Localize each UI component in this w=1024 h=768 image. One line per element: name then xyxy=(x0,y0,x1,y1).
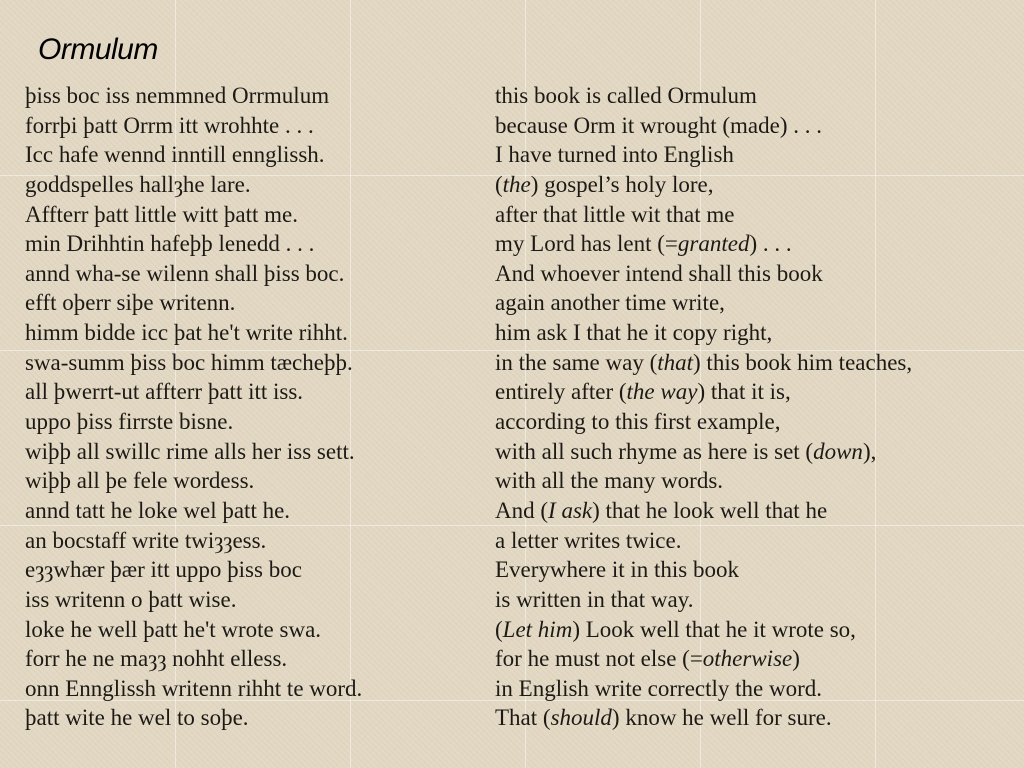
line-text: Everywhere it in this book xyxy=(495,557,740,583)
middle-english-line: himm bidde icc þat he't write rihht. xyxy=(25,320,348,346)
line-text: ) xyxy=(792,646,800,672)
modern-english-line xyxy=(495,644,1024,674)
italic-gloss: granted xyxy=(677,231,750,257)
line-text: because Orm it wrought (made) . . . xyxy=(495,112,823,138)
middle-english-line: all þwerrt-ut affterr þatt itt iss. xyxy=(25,379,304,405)
modern-english-line xyxy=(495,466,1024,496)
line-text: And ( xyxy=(495,497,549,523)
line-text: ) gospel’s holy lore, xyxy=(530,171,714,197)
line-text: after that little wit that me xyxy=(495,201,735,227)
line-text: I have turned into English xyxy=(495,142,734,168)
middle-english-line: forrþi þatt Orrm itt wrohhte . . . xyxy=(25,112,314,138)
modern-english-line xyxy=(495,703,1024,733)
modern-english-line xyxy=(495,615,1024,645)
line-text: And whoever intend shall this book xyxy=(495,260,823,286)
line-text: him ask I that he it copy right, xyxy=(495,320,773,346)
italic-gloss: that xyxy=(657,349,694,375)
line-text: entirely after ( xyxy=(495,379,627,405)
line-text: ), xyxy=(862,438,877,464)
line-text: ) this book him teaches, xyxy=(693,349,913,375)
line-text: this book is called Ormulum xyxy=(495,83,757,108)
line-text: ) that it is, xyxy=(697,379,791,405)
line-text: ( xyxy=(495,616,503,642)
line-text: according to this first example, xyxy=(495,409,781,435)
modern-english-line xyxy=(495,674,1024,704)
line-text: a letter writes twice. xyxy=(495,527,682,553)
line-text: my Lord has lent (= xyxy=(495,231,678,257)
modern-english-line xyxy=(495,318,1024,348)
modern-english-line xyxy=(495,496,1024,526)
modern-english-line xyxy=(495,140,1024,170)
italic-gloss: down xyxy=(813,438,863,464)
middle-english-line: wiþþ all swillc rime alls her iss sett. xyxy=(25,438,355,464)
middle-english-line: annd wha-se wilenn shall þiss boc. xyxy=(25,260,345,286)
line-text: That ( xyxy=(495,705,551,731)
line-text: for he must not else (= xyxy=(495,646,703,672)
line-text: with all the many words. xyxy=(495,468,724,494)
line-text: again another time write, xyxy=(495,290,725,316)
middle-english-line: þatt wite he wel to soþe. xyxy=(25,705,249,731)
line-text: in the same way ( xyxy=(495,349,658,375)
slide-title: Ormulum xyxy=(38,33,158,66)
middle-english-line: goddspelles hallȝhe lare. xyxy=(25,171,251,197)
middle-english-line: loke he well þatt he't wrote swa. xyxy=(25,616,322,642)
middle-english-line: onn Ennglissh writenn rihht te word. xyxy=(25,675,363,701)
modern-english-line xyxy=(495,407,1024,437)
modern-english-line xyxy=(495,437,1024,467)
modern-english-line xyxy=(495,259,1024,289)
line-text: in English write correctly the word. xyxy=(495,675,823,701)
modern-english-line xyxy=(495,555,1024,585)
line-text: ) that he look well that he xyxy=(592,497,828,523)
line-text: ) Look well that he it wrote so, xyxy=(572,616,856,642)
middle-english-line: Icc hafe wennd inntill ennglissh. xyxy=(25,142,325,168)
middle-english-column xyxy=(25,81,475,733)
middle-english-line: uppo þiss firrste bisne. xyxy=(25,409,234,435)
modern-english-line xyxy=(495,377,1024,407)
modern-english-line xyxy=(495,348,1024,378)
middle-english-line: swa-summ þiss boc himm tæcheþþ. xyxy=(25,349,353,375)
modern-english-column xyxy=(495,81,1024,733)
line-text: is written in that way. xyxy=(495,586,694,612)
italic-gloss: the way xyxy=(626,379,698,405)
italic-gloss: Let him xyxy=(502,616,573,642)
middle-english-line: Affterr þatt little witt þatt me. xyxy=(25,201,298,227)
italic-gloss: I ask xyxy=(548,497,593,523)
middle-english-line: iss writenn o þatt wise. xyxy=(25,586,237,612)
middle-english-line: annd tatt he loke wel þatt he. xyxy=(25,497,291,523)
modern-english-line xyxy=(495,526,1024,556)
middle-english-line: min Drihhtin hafeþþ lenedd . . . xyxy=(25,231,315,257)
italic-gloss: otherwise xyxy=(702,646,793,672)
line-text: ) know he well for sure. xyxy=(611,705,832,731)
middle-english-line: wiþþ all þe fele wordess. xyxy=(25,468,255,494)
middle-english-line: an bocstaff write twiȝȝess. xyxy=(25,527,267,553)
modern-english-line xyxy=(495,229,1024,259)
middle-english-line: eȝȝwhær þær itt uppo þiss boc xyxy=(25,557,302,583)
line-text: ) . . . xyxy=(749,231,792,257)
modern-english-line xyxy=(495,200,1024,230)
line-text: with all such rhyme as here is set ( xyxy=(495,438,814,464)
middle-english-line: þiss boc iss nemmned Orrmulum xyxy=(25,83,330,108)
middle-english-line: efft oþerr siþe writenn. xyxy=(25,290,236,316)
italic-gloss: should xyxy=(550,705,612,731)
modern-english-line xyxy=(495,81,1024,111)
modern-english-line xyxy=(495,111,1024,141)
italic-gloss: the xyxy=(502,171,531,197)
modern-english-line xyxy=(495,170,1024,200)
line-text: ( xyxy=(495,171,503,197)
modern-english-line xyxy=(495,288,1024,318)
modern-english-line xyxy=(495,585,1024,615)
middle-english-line: forr he ne maȝȝ nohht elless. xyxy=(25,646,288,672)
